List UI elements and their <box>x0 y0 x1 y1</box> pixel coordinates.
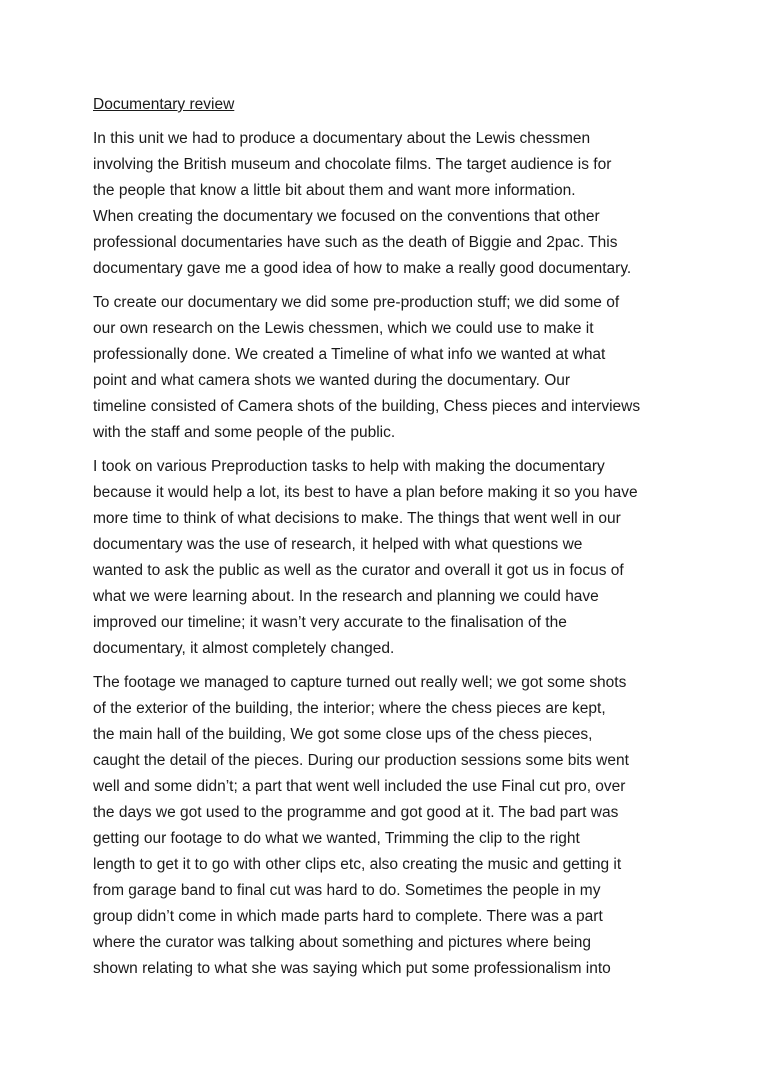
text-line: getting our footage to do what we wanted, Trimming the clip to the right <box>93 830 580 847</box>
text-line: professionally done. We created a Timeline of what info we wanted at what <box>93 346 606 363</box>
text-line: professional documentaries have such as the death of Biggie and 2pac. This <box>93 234 618 251</box>
text-line: with the staff and some people of the public. <box>93 424 396 441</box>
text-line: wanted to ask the public as well as the curator and overall it got us in focus of <box>93 562 624 579</box>
text-line: what we were learning about. In the research and planning we could have <box>93 588 599 605</box>
text-line: from garage band to final cut was hard to do. Sometimes the people in my <box>93 882 601 899</box>
text-line: point and what camera shots we wanted during the documentary. Our <box>93 372 571 389</box>
text-line: documentary was the use of research, it helped with what questions we <box>93 536 583 553</box>
text-line: To create our documentary we did some pre-production stuff; we did some of <box>93 294 620 311</box>
paragraph-2 <box>93 290 693 446</box>
paragraph-4 <box>93 670 693 982</box>
text-line: of the exterior of the building, the interior; where the chess pieces are kept, <box>93 700 606 717</box>
text-line: group didn’t come in which made parts hard to complete. There was a part <box>93 908 603 925</box>
text-line: where the curator was talking about something and pictures where being <box>93 934 592 951</box>
text-line: length to get it to go with other clips etc, also creating the music and getting it <box>93 856 622 873</box>
text-line: timeline consisted of Camera shots of the building, Chess pieces and interviews <box>93 398 641 415</box>
text-line: the people that know a little bit about them and want more information. <box>93 182 576 199</box>
paragraph-3 <box>93 454 693 662</box>
text-line: involving the British museum and chocolate films. The target audience is for <box>93 156 612 173</box>
text-line: caught the detail of the pieces. During our production sessions some bits went <box>93 752 629 769</box>
text-line: more time to think of what decisions to make. The things that went well in our <box>93 510 621 527</box>
text-line: documentary gave me a good idea of how to make a really good documentary. <box>93 260 632 277</box>
text-line: shown relating to what she was saying which put some professionalism into <box>93 960 611 977</box>
text-line: documentary, it almost completely changed. <box>93 640 395 657</box>
paragraph-list <box>93 126 693 982</box>
text-line: The footage we managed to capture turned out really well; we got some shots <box>93 674 627 691</box>
paragraph-1 <box>93 126 693 282</box>
document-title: Documentary review <box>93 96 235 113</box>
text-line: because it would help a lot, its best to have a plan before making it so you have <box>93 484 638 501</box>
text-line: When creating the documentary we focused on the conventions that other <box>93 208 600 225</box>
text-line: I took on various Preproduction tasks to help with making the documentary <box>93 458 605 475</box>
text-line: the days we got used to the programme and got good at it. The bad part was <box>93 804 619 821</box>
text-line: In this unit we had to produce a documentary about the Lewis chessmen <box>93 130 591 147</box>
text-line: the main hall of the building, We got some close ups of the chess pieces, <box>93 726 593 743</box>
document-body <box>93 92 693 990</box>
text-line: well and some didn’t; a part that went well included the use Final cut pro, over <box>93 778 626 795</box>
text-line: improved our timeline; it wasn’t very accurate to the finalisation of the <box>93 614 567 631</box>
text-line: our own research on the Lewis chessmen, which we could use to make it <box>93 320 594 337</box>
